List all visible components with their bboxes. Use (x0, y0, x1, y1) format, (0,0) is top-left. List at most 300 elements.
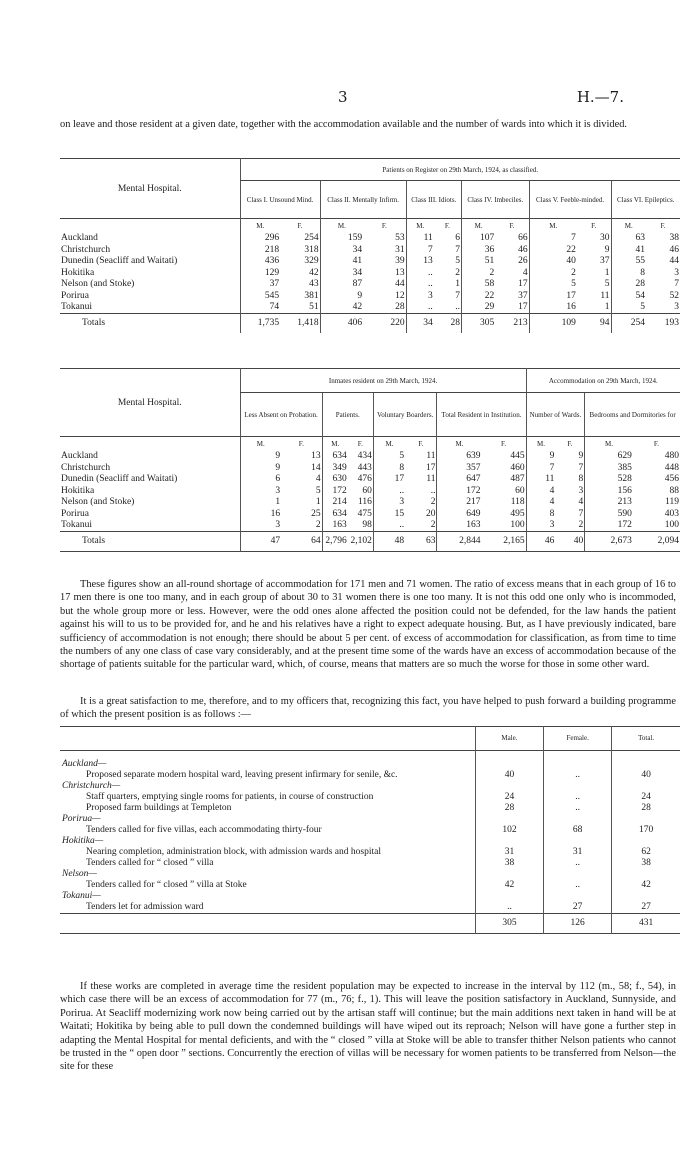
cell-value: 3 (240, 485, 281, 497)
cell-value: 2 (461, 267, 495, 279)
cell-value: 9 (604, 244, 610, 255)
total-value: 94 (600, 318, 610, 329)
female-value: 27 (544, 902, 612, 914)
empty-cell (544, 814, 612, 825)
forecast-paragraph: If these works are completed in average time the resident population may be expected to increase in the interval by 112 (m., 58; f., 54), in which case there will be an excess of accommodation for 77 (m., 76; f., 1). This will leave the position satisfactory in Auckland, Sunnyside, and Porirua. At Seacliff modernizing work now being carried out by the artisan staff will continue; but the main additions next taken in hand will be at Waitati; Hokitika by being able to pull down the condemned buildings will have wiped out its reproach; Nelson will have gone a further step in adapting the Mental Hospital for mental deficients, and with the “ closed ” villa at Stoke will be able to transfer thither Nelson patients who cannot be trusted in the “ open door ” sections. Concurrently the erection of villas will be necessary for women patients to be transferred from Nelson—the site for these (60, 981, 676, 1073)
column-header: Male. (475, 727, 543, 751)
cell-value: 129 (240, 267, 280, 279)
cell-value: 163 (322, 520, 348, 532)
cell-value: 7 (406, 244, 434, 256)
cell-value: 22 (461, 290, 495, 302)
sex-label: M. (373, 437, 405, 451)
hospital-name: Porirua (61, 508, 89, 519)
female-value: 68 (544, 825, 612, 836)
section-row (60, 891, 680, 902)
cell-value: 60 (515, 485, 525, 496)
cell-value: 634 (322, 508, 348, 520)
table-row (60, 520, 680, 532)
total-value: 40 (612, 770, 680, 781)
male-value: 28 (475, 803, 543, 814)
column-header: Bedrooms and Dormitories for (585, 393, 680, 437)
cell-value: 36 (461, 244, 495, 256)
class-header: Class II. Mentally Infirm. (320, 181, 406, 219)
cell-value: 9 (240, 451, 281, 463)
cell-value: 475 (357, 508, 372, 519)
programme-item (60, 825, 680, 836)
cell-value: 296 (240, 233, 280, 245)
cell-value: 44 (669, 256, 679, 267)
sex-label: F. (660, 221, 666, 230)
cell-value: 107 (461, 233, 495, 245)
cell-value: 629 (585, 451, 633, 463)
male-value: .. (475, 902, 543, 914)
sex-label: M. (240, 437, 281, 451)
cell-value: 46 (669, 244, 679, 255)
cell-value: 7 (578, 508, 584, 519)
total-value: 2,094 (657, 536, 679, 546)
item-description: Proposed farm buildings at Templeton (86, 802, 232, 813)
cell-value: 28 (395, 302, 405, 312)
cell-value: 5 (611, 302, 646, 314)
column-header: Number of Wards. (526, 393, 585, 437)
cell-value: 385 (585, 462, 633, 474)
cell-value: 25 (311, 508, 321, 519)
total-value: 62 (612, 847, 680, 858)
cell-value: 7 (526, 462, 555, 474)
table-row (60, 462, 680, 474)
table2-col-header: Mental Hospital. (117, 397, 182, 408)
cell-value: 16 (529, 302, 577, 314)
total-value: 213 (513, 318, 528, 329)
cell-value: 51 (309, 302, 319, 312)
cell-value: 3 (526, 520, 555, 532)
column-header: Female. (544, 727, 612, 751)
patients-classification-table (60, 158, 680, 333)
cell-value: 156 (585, 485, 633, 497)
sex-label: F. (418, 439, 424, 448)
cell-value: 456 (664, 474, 679, 485)
sex-label: M. (526, 437, 555, 451)
cell-value: 46 (518, 244, 528, 255)
cell-value: 434 (357, 451, 372, 462)
table-row (60, 279, 680, 291)
cell-value: 22 (529, 244, 577, 256)
cell-value: 443 (357, 462, 372, 473)
cell-value: 159 (320, 233, 363, 245)
sex-label: F. (298, 439, 304, 448)
cell-value: 2 (529, 267, 577, 279)
empty-cell (612, 891, 680, 902)
class-header: Class VI. Epileptics. (611, 181, 680, 219)
female-value: .. (544, 770, 612, 781)
cell-value: 11 (406, 233, 434, 245)
section-title: Hokitika— (62, 835, 104, 846)
cell-value: 163 (437, 520, 482, 532)
cell-value: 2 (455, 267, 460, 278)
total-value: 254 (611, 313, 646, 333)
programme-item (60, 803, 680, 814)
cell-value: 40 (529, 256, 577, 268)
total-value: 1,735 (240, 313, 280, 333)
item-description: Tenders called for five villas, each accommodating thirty-four (86, 824, 322, 835)
table2-group1-header: Inmates resident on 29th March, 1924. (240, 369, 526, 393)
total-value: 170 (612, 825, 680, 836)
empty-cell (612, 781, 680, 792)
cell-value: 37 (518, 290, 528, 301)
female-value: .. (544, 803, 612, 814)
cell-value: 445 (510, 451, 525, 462)
programme-item (60, 902, 680, 914)
cell-value: 15 (373, 508, 405, 520)
grand-total: 431 (612, 913, 680, 933)
empty-cell (475, 891, 543, 902)
total-value: 28 (450, 318, 460, 329)
cell-value: 16 (240, 508, 281, 520)
cell-value: 43 (309, 279, 319, 290)
empty-cell (544, 836, 612, 847)
cell-value: 495 (510, 508, 525, 519)
column-header: Total Resident in Institution. (437, 393, 526, 437)
cell-value: 11 (426, 474, 436, 485)
cell-value: 100 (510, 520, 525, 530)
cell-value: 5 (315, 485, 321, 496)
empty-cell (612, 759, 680, 770)
cell-value: 2 (430, 520, 436, 530)
table-row (60, 256, 680, 268)
table-row (60, 233, 680, 245)
sex-label: M. (437, 437, 482, 451)
male-value: 24 (475, 792, 543, 803)
empty-cell (475, 814, 543, 825)
cell-value: 42 (309, 267, 319, 278)
cell-value: 3 (674, 302, 679, 312)
cell-value: 13 (406, 256, 434, 268)
cell-value: 172 (322, 485, 348, 497)
item-description: Staff quarters, emptying single rooms for patients, in course of construction (86, 791, 374, 802)
cell-value: 545 (240, 290, 280, 302)
cell-value: 34 (320, 267, 363, 279)
column-header: Patients. (322, 393, 373, 437)
cell-value: 649 (437, 508, 482, 520)
cell-value: 6 (455, 233, 460, 244)
cell-value: 4 (578, 497, 584, 508)
cell-value: 357 (437, 462, 482, 474)
grand-total: 126 (544, 913, 612, 933)
cell-value: 37 (600, 256, 610, 267)
sex-label: M. (529, 219, 577, 233)
male-value: 38 (475, 858, 543, 869)
cell-value: 87 (320, 279, 363, 291)
total-value: 2,673 (585, 531, 633, 551)
male-value: 40 (475, 770, 543, 781)
total-value: 40 (573, 536, 584, 546)
cell-value: 7 (674, 279, 679, 290)
sex-label: F. (381, 221, 387, 230)
sex-label: M. (320, 219, 363, 233)
shortage-paragraph: These figures show an all-round shortage of accommodation for 171 men and 71 women. The ratio of excess means that in each group of 16 to 17 men there is one too many, and in each group of about 30 to 31 women there is one too many. It is not this odd one only who is incommoded, but the whole group more or less. However, were the odd ones alone affected the position could not be defended, for the law hands the patient against his will to us to be provided for, and he and his relatives have a right to expect adequate housing. But, as I have previously indicated, bare sufficiency of accommodation is not enough; there should be about 5 per cent. of excess of accommodation for classification, as from time to time the numbers of any one class of case vary considerably, and at the present time some of the wards have an excess of accommodation because of the shortage of patients suitable for the particular ward, which, of course, means that matters are so much the worse for those in some other ward. (60, 579, 676, 671)
sex-label: F. (501, 439, 507, 448)
programme-item (60, 792, 680, 803)
section-row (60, 869, 680, 880)
cell-value: 60 (362, 485, 372, 496)
total-value: 406 (320, 313, 363, 333)
cell-value: 639 (437, 451, 482, 463)
cell-value: 634 (322, 451, 348, 463)
table-row (60, 474, 680, 486)
cell-value: 26 (518, 256, 528, 267)
cell-value: 55 (611, 256, 646, 268)
female-value: .. (544, 792, 612, 803)
sex-label: M. (461, 219, 495, 233)
total-value: 47 (240, 531, 281, 551)
female-value: .. (544, 880, 612, 891)
cell-value: 34 (320, 244, 363, 256)
cell-value: 38 (669, 233, 679, 244)
cell-value: 88 (669, 485, 679, 496)
cell-value: 9 (578, 451, 584, 462)
cell-value: 436 (240, 256, 280, 268)
cell-value: 3 (406, 290, 434, 302)
section-title: Christchurch— (62, 780, 121, 791)
cell-value: 17 (373, 474, 405, 486)
empty-cell (475, 836, 543, 847)
cell-value: 44 (395, 279, 405, 290)
totals-label: Totals (82, 536, 106, 546)
cell-value: 7 (455, 290, 460, 301)
cell-value: 9 (526, 451, 555, 463)
cell-value: 3 (578, 485, 584, 496)
hospital-name: Auckland (61, 451, 98, 462)
total-value: 34 (406, 313, 434, 333)
cell-value: 9 (320, 290, 363, 302)
cell-value: 12 (395, 290, 405, 301)
cell-value: 476 (357, 474, 372, 485)
cell-value: .. (406, 279, 434, 291)
cell-value: 11 (600, 290, 610, 301)
cell-value: 53 (395, 233, 405, 244)
sex-label: F. (444, 221, 450, 230)
cell-value: 29 (461, 302, 495, 314)
total-value: 2,165 (503, 536, 525, 546)
total-value: 24 (612, 792, 680, 803)
cell-value: 7 (455, 244, 460, 255)
cell-value: 528 (585, 474, 633, 486)
empty-cell (612, 814, 680, 825)
cell-value: 4 (315, 474, 321, 485)
cell-value: 5 (604, 279, 610, 290)
cell-value: 17 (518, 302, 528, 312)
inmates-accommodation-table (60, 368, 680, 552)
male-value: 31 (475, 847, 543, 858)
cell-value: 3 (674, 267, 679, 278)
table-row (60, 497, 680, 509)
cell-value: 63 (611, 233, 646, 245)
class-header: Class IV. Imbeciles. (461, 181, 529, 219)
cell-value: 41 (611, 244, 646, 256)
section-row (60, 836, 680, 847)
cell-value: 381 (304, 290, 319, 301)
section-title: Auckland— (62, 758, 107, 769)
cell-value: 74 (240, 302, 280, 314)
cell-value: 17 (425, 462, 436, 473)
section-title: Porirua— (62, 813, 101, 824)
hospital-name: Hokitika (61, 267, 95, 278)
cell-value: 5 (529, 279, 577, 291)
total-value: 42 (612, 880, 680, 891)
cell-value: 329 (304, 256, 319, 267)
cell-value: 172 (585, 520, 633, 532)
total-value: 38 (612, 858, 680, 869)
sex-label: F. (357, 439, 363, 448)
programme-item (60, 858, 680, 869)
empty-cell (475, 781, 543, 792)
table2-group2-header: Accommodation on 29th March, 1924. (526, 369, 680, 393)
empty-cell (544, 869, 612, 880)
cell-value: 5 (455, 256, 460, 267)
male-value: 42 (475, 880, 543, 891)
female-value: .. (544, 858, 612, 869)
cell-value: 119 (665, 497, 679, 508)
table-row (60, 267, 680, 279)
cell-value: 1 (455, 279, 460, 290)
cell-value: 448 (664, 462, 679, 473)
cell-value: 460 (510, 462, 525, 473)
total-value: 1,418 (297, 318, 319, 329)
total-value: 2,102 (350, 536, 372, 546)
cell-value: 58 (461, 279, 495, 291)
section-row (60, 759, 680, 770)
cell-value: 17 (529, 290, 577, 302)
hospital-name: Tokanui (61, 520, 92, 530)
cell-value: 39 (395, 256, 405, 267)
hospital-name: Dunedin (Seacliff and Waitati) (61, 474, 178, 485)
cell-value: 1 (604, 267, 610, 278)
cell-value: .. (373, 485, 405, 497)
cell-value: 14 (311, 462, 321, 473)
table-row (60, 508, 680, 520)
page-number: 3 (338, 88, 348, 106)
cell-value: 2 (430, 497, 436, 508)
table-row (60, 451, 680, 463)
cell-value: 54 (611, 290, 646, 302)
spacer (60, 219, 240, 233)
cell-value: 8 (373, 462, 405, 474)
cell-value: 630 (322, 474, 348, 486)
table-row (60, 244, 680, 256)
cell-value: 213 (585, 497, 633, 509)
cell-value: .. (430, 485, 436, 496)
cell-value: 52 (669, 290, 679, 301)
intro-paragraph: on leave and those resident at a given date, together with the accommodation available and the number of wards into which it is divided. (60, 119, 627, 130)
document-reference: H.—7. (576, 88, 624, 106)
female-value: 31 (544, 847, 612, 858)
cell-value: 13 (311, 451, 321, 462)
total-value: 64 (311, 536, 321, 546)
column-header: Total. (612, 727, 680, 751)
hospital-name: Hokitika (61, 485, 95, 496)
sex-label: M. (611, 219, 646, 233)
cell-value: 318 (304, 244, 319, 255)
cell-value: 1 (315, 497, 321, 508)
item-description: Proposed separate modern hospital ward, leaving present infirmary for senile, &c. (86, 769, 398, 780)
cell-value: 37 (240, 279, 280, 291)
cell-value: 7 (578, 462, 584, 473)
empty-cell (544, 891, 612, 902)
male-value: 102 (475, 825, 543, 836)
sex-label: M. (322, 437, 348, 451)
sex-label: M. (406, 219, 434, 233)
cell-value: 66 (518, 233, 528, 244)
item-description: Tenders called for “ closed ” villa at Stoke (86, 879, 247, 890)
sex-label: F. (591, 221, 597, 230)
sex-label: F. (297, 221, 303, 230)
table-row (60, 485, 680, 497)
hospital-name: Porirua (61, 290, 89, 301)
cell-value: 116 (357, 497, 372, 508)
cell-value: 5 (373, 451, 405, 463)
empty-cell (544, 781, 612, 792)
cell-value: 4 (522, 267, 528, 278)
cell-value: 349 (322, 462, 348, 474)
cell-value: 118 (510, 497, 525, 508)
cell-value: 1 (240, 497, 281, 509)
hospital-name: Auckland (61, 233, 98, 244)
cell-value: 217 (437, 497, 482, 509)
cell-value: 8 (578, 474, 584, 485)
hospital-name: Nelson (and Stoke) (61, 279, 135, 290)
cell-value: 254 (304, 233, 319, 244)
empty-cell (475, 869, 543, 880)
total-value: 109 (529, 313, 577, 333)
sex-label: F. (509, 221, 515, 230)
cell-value: 31 (395, 244, 405, 255)
cell-value: 8 (611, 267, 646, 279)
total-value: 220 (390, 318, 405, 329)
cell-value: .. (406, 302, 434, 314)
class-header: Class I. Unsound Mind. (240, 181, 320, 219)
cell-value: 172 (437, 485, 482, 497)
item-description: Nearing completion, administration block, with admission wards and hospital (86, 846, 381, 857)
cell-value: 214 (322, 497, 348, 509)
total-value: 63 (425, 536, 436, 546)
section-title: Nelson— (62, 868, 97, 879)
section-row (60, 814, 680, 825)
total-value: 27 (612, 902, 680, 914)
page-header (0, 88, 700, 108)
cell-value: 403 (664, 508, 679, 519)
total-value: 193 (664, 318, 679, 329)
cell-value: 4 (526, 485, 555, 497)
hospital-name: Nelson (and Stoke) (61, 497, 135, 508)
empty-cell (612, 836, 680, 847)
total-value: 2,796 (322, 531, 348, 551)
table1-group-header: Patients on Register on 29th March, 1924, as classified. (240, 159, 680, 181)
cell-value: 98 (362, 520, 372, 530)
cell-value: 480 (664, 451, 679, 462)
cell-value: .. (455, 302, 460, 312)
table1-col-header: Mental Hospital. (117, 183, 182, 194)
cell-value: 11 (426, 451, 436, 462)
cell-value: 2 (315, 520, 321, 530)
totals-label: Totals (82, 318, 106, 329)
programme-item (60, 770, 680, 781)
cell-value: 1 (604, 302, 610, 312)
column-header: Less Absent on Probation. (240, 393, 322, 437)
total-value: 46 (526, 531, 555, 551)
cell-value: 3 (373, 497, 405, 509)
class-header: Class V. Feeble-minded. (529, 181, 611, 219)
section-row (60, 781, 680, 792)
